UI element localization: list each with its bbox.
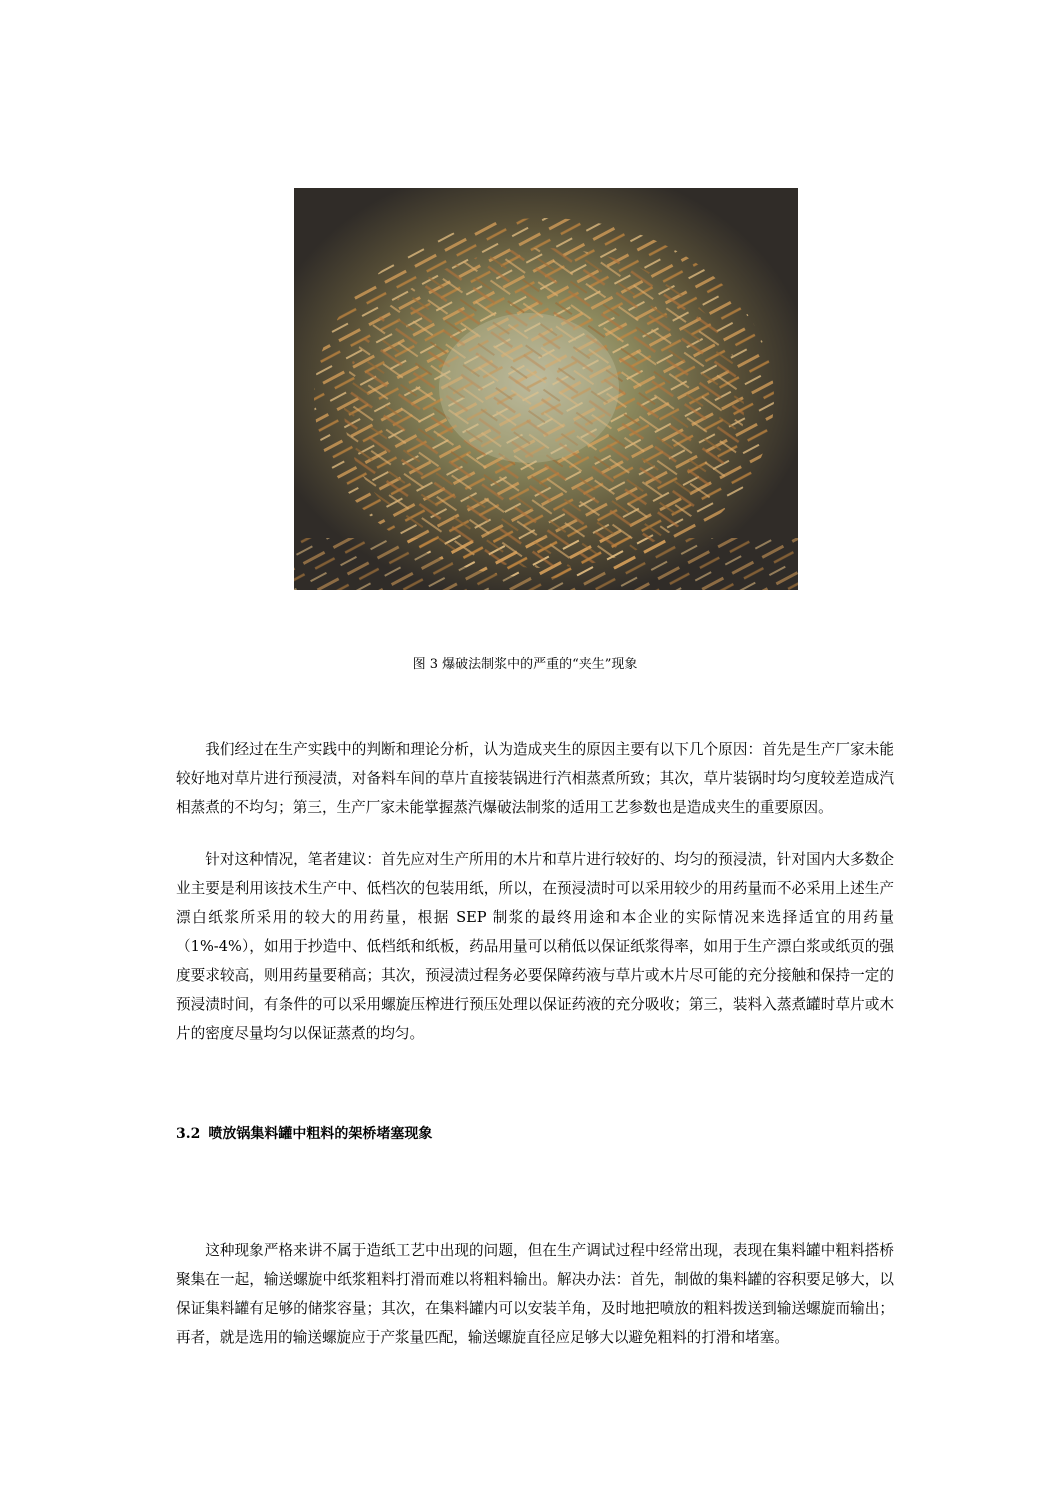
paragraph-suggestions: 针对这种情况，笔者建议：首先应对生产所用的木片和草片进行较好的、均匀的预浸渍，针对国内大多数企业主要是利用该技术生产中、低档次的包装用纸，所以，在预浸渍时可以采用较少的用药量而不必采用上述生产漂白纸浆所采用的较大的用药量，根据 SEP 制浆的最终用途和本企业的实际情况来选择适宜的用药量（1%-4%），如用于抄造中、低档纸和纸板，药品用量可以稍低以保证纸浆得率，如用于生产漂白浆或纸页的强度要求较高，则用药量要稍高；其次，预浸渍过程务必要保障药液与草片或木片尽可能的充分接触和保持一定的预浸渍时间，有条件的可以采用螺旋压榨进行预压处理以保证药液的充分吸收；第三，装料入蒸煮罐时草片或木片的密度尽量均匀以保证蒸煮的均匀。 [176,851,894,1042]
figure-caption: 图 3 爆破法制浆中的严重的“夹生”现象 [412,657,638,672]
section-number: 3.2 [176,1126,201,1142]
section-heading [176,1124,432,1144]
straw-pulp-photo [294,188,798,590]
paragraph-causes: 我们经过在生产实践中的判断和理论分析，认为造成夹生的原因主要有以下几个原因：首先是生产厂家未能较好地对草片进行预浸渍，对备料车间的草片直接装锅进行汽相蒸煮所致；其次，草片装锅时均匀度较差造成汽相蒸煮的不均匀；第三，生产厂家未能掌握蒸汽爆破法制浆的适用工艺参数也是造成夹生的重要原因。 [176,741,894,816]
photo-illustration [294,188,798,590]
section-title: 喷放锅集料罐中粗料的架桥堵塞现象 [208,1126,433,1142]
paragraph-bridging: 这种现象严格来讲不属于造纸工艺中出现的问题，但在生产调试过程中经常出现，表现在集料罐中粗料搭桥聚集在一起，输送螺旋中纸浆粗料打滑而难以将粗料输出。解决办法：首先，制做的集料罐的容积要足够大，以保证集料罐有足够的储浆容量；其次，在集料罐内可以安装羊角，及时地把喷放的粗料拨送到输送螺旋而输出；再者，就是选用的输送螺旋应于产浆量匹配，输送螺旋直径应足够大以避免粗料的打滑和堵塞。 [176,1242,894,1346]
